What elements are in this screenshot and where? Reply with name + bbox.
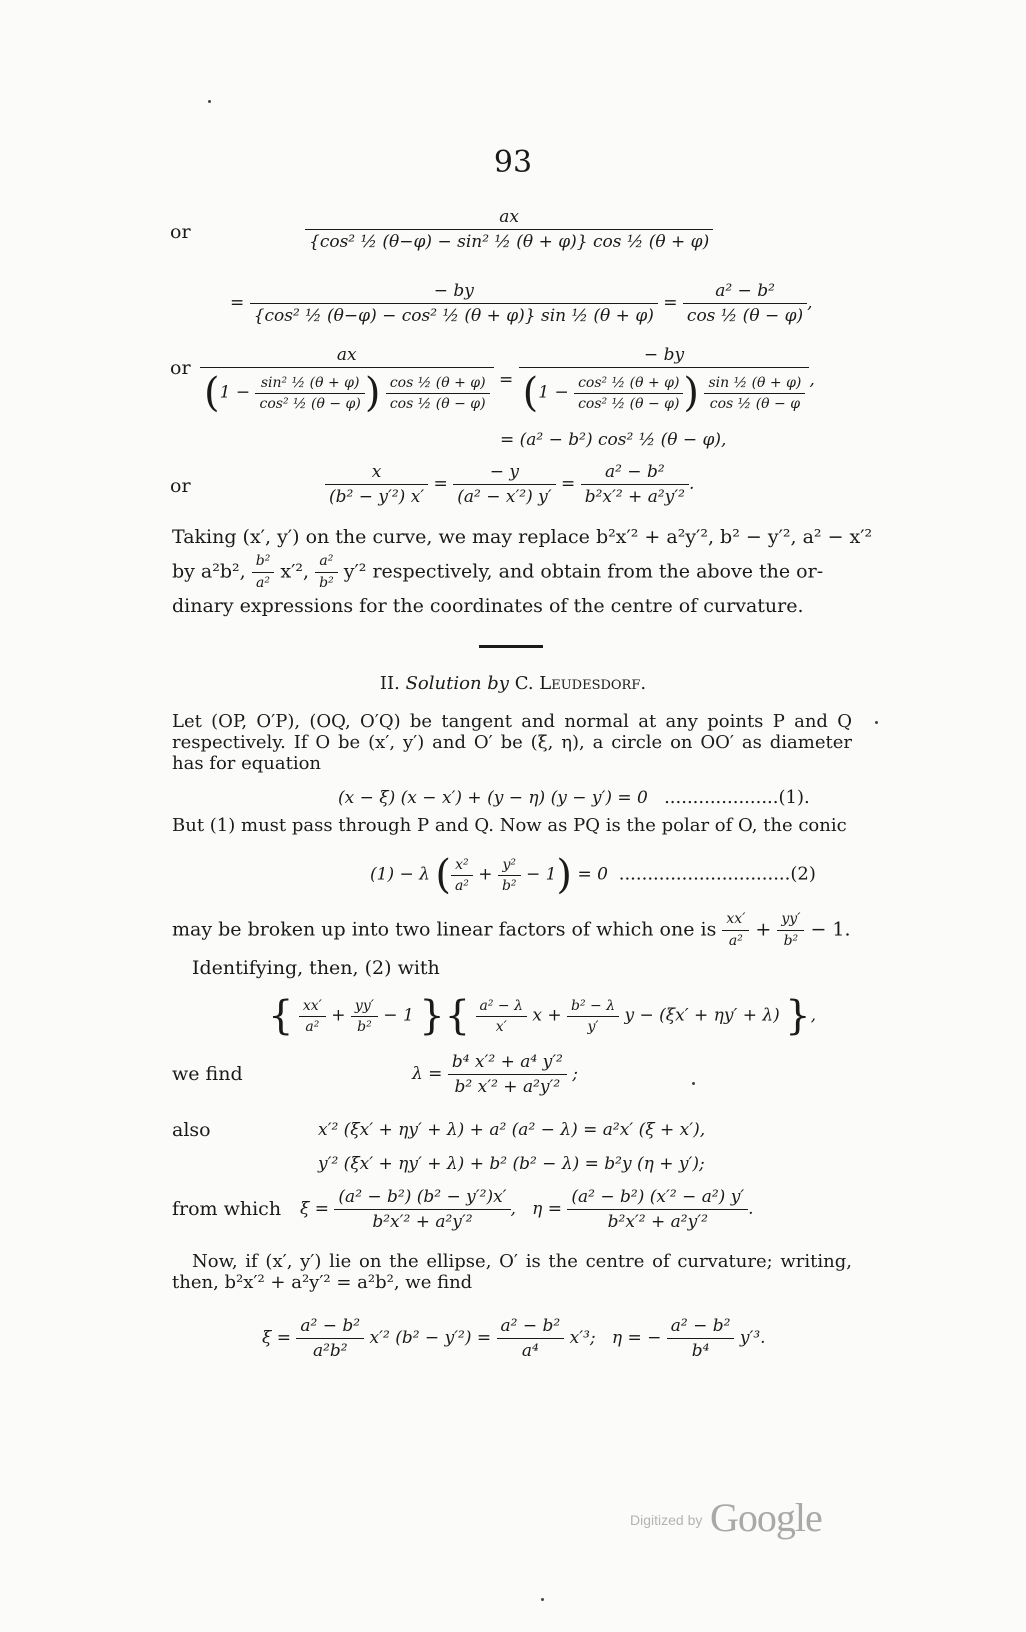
paragraph-now: Now, if (x′, y′) lie on the ellipse, O′ is the centre of curvature; writing, then, b²x′² + a²y′² = a²b², we find: [172, 1251, 852, 1293]
scan-speck: [541, 1598, 544, 1601]
equation-5: (x − ξ) (x − x′) + (y − η) (y − y′) = 0 ....................(1).: [338, 787, 810, 808]
digitized-by-label: Digitized by: [630, 1512, 703, 1528]
equation-3b: = (a² − b²) cos² ½ (θ − φ),: [500, 430, 727, 450]
equation-4: $\frac{x}{\text{(b² − y′²) x′}}$ = $\frac{- y}{\text{(a² − x′²) y′}}$ = $\frac{\text{a² − b²}}{\text{b²x′² + a²y′²}}$ .: [325, 462, 694, 507]
google-logo: Google: [710, 1495, 822, 1540]
equation-8: λ = $\frac{\text{b⁴ x′² + a⁴ y′²}}{\text{b² x′² + a²y′²}}$ ;: [412, 1052, 579, 1097]
paragraph-let: Let (OP, O′P), (OQ, O′Q) be tangent and normal at any points P and Q respectively. If O be (x′, y′) and O′ be (ξ, η), a circle on OO′ as diameter has for equation: [172, 711, 852, 774]
label-or-3: or: [170, 475, 191, 497]
para1-line2: by a²b², $\frac{\text{b²}}{\text{a²}}$ x′², $\frac{\text{a²}}{\text{b²}}$ y′² respectively, and obtain from the above the or-: [172, 552, 824, 591]
equation-6: (1) − λ ( $\frac{\text{x²}}{\text{a²}}$ + $\frac{\text{y²}}{\text{b²}}$ − 1) = 0 ..............................(2): [370, 852, 816, 898]
scan-speck: [208, 100, 211, 103]
label-we-find: we find: [172, 1063, 243, 1085]
equation-7: { $\frac{xx'}{\text{a²}}$ + $\frac{yy'}{\text{b²}}$ − 1 }{ $\frac{\text{a² − λ}}{x'}$ x + $\frac{\text{b² − λ}}{y'}$ y − (ξx′ + ηy′ + λ) },: [268, 993, 817, 1039]
scan-speck: [692, 1082, 695, 1085]
para1-line3: dinary expressions for the coordinates of the centre of curvature.: [172, 595, 804, 618]
label-also: also: [172, 1119, 211, 1141]
paragraph-may: may be broken up into two linear factors of which one is $\frac{xx'}{\text{a²}}$ + $\frac{yy'}{\text{b²}}$ − 1.: [172, 911, 851, 949]
equation-9a: x′² (ξx′ + ηy′ + λ) + a² (a² − λ) = a²x′ (ξ + x′),: [318, 1120, 706, 1140]
label-or-1: or: [170, 221, 191, 243]
label-or-2: or: [170, 357, 191, 379]
equation-3: ax (1 − $\frac{\text{sin² ½ (θ + φ)}}{\text{cos² ½ (θ − φ)}}$ ) $\frac{\text{cos ½ (θ + φ)}}{\text{cos ½ (θ − φ)}}$ = − by (1 − $\frac{\text{cos² ½ (θ + φ)}}{\text{cos² ½ (θ − φ)}}$ ) $\frac{\text{sin ½ (θ + φ)}}{\text{cos ½ (θ − φ}}$ ,: [200, 345, 815, 416]
page-number: 93: [493, 145, 533, 180]
section-divider: [479, 645, 543, 648]
scan-speck: [875, 721, 878, 724]
equation-1: $\frac{ax}{\text{\{cos² ½ (θ−φ) − sin² ½ (θ + φ)\} cos ½ (θ + φ)}}$: [305, 207, 713, 252]
equation-10: ξ = $\frac{\text{(a² − b²) (b² − y′²)x′}}{\text{b²x′² + a²y′²}}$ , η = $\frac{\text{(a² − b²) (x′² − a²) y′}}{\text{b²x′² + a²y′²}}$ .: [300, 1187, 754, 1232]
section-heading: II. Solution by C. Leudesdorf.: [379, 673, 647, 694]
paragraph-identifying: Identifying, then, (2) with: [192, 957, 440, 979]
equation-11: ξ = $\frac{\text{a² − b²}}{\text{a²b²}}$ x′² (b² − y′²) = $\frac{\text{a² − b²}}{\text{a⁴}}$ x′³; η = − $\frac{\text{a² − b²}}{\text{b⁴}}$ y′³.: [262, 1316, 766, 1361]
equation-9b: y′² (ξx′ + ηy′ + λ) + b² (b² − λ) = b²y (η + y′);: [318, 1154, 705, 1174]
equation-2: = $\frac{- by}{\text{\{cos² ½ (θ−φ) − cos² ½ (θ + φ)\} sin ½ (θ + φ)}}$ = $\frac{\text{a² − b²}}{\text{cos ½ (θ − φ)}}$ ,: [230, 281, 813, 326]
para1-line1: Taking (x′, y′) on the curve, we may replace b²x′² + a²y′², b² − y′², a² − x′²: [172, 526, 873, 548]
paragraph-but: But (1) must pass through P and Q. Now as PQ is the polar of O, the conic: [172, 815, 847, 836]
paragraph-taking: [172, 526, 873, 618]
label-from-which: from which: [172, 1198, 282, 1220]
